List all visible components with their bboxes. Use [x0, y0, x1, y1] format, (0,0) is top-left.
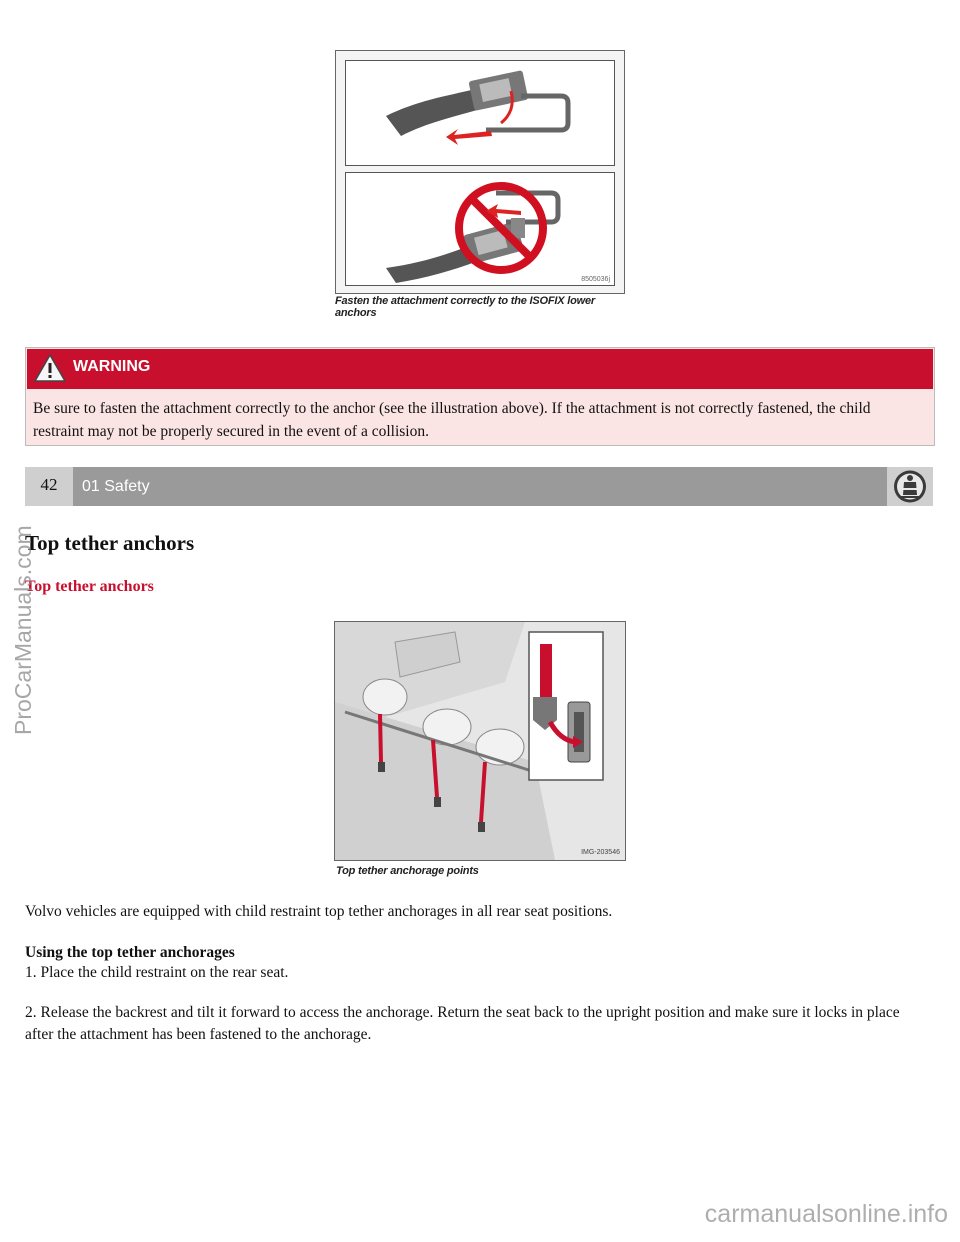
correct-attachment-panel [345, 60, 615, 166]
subheading: Top tether anchors [25, 578, 154, 595]
watermark-bottom: carmanualsonline.info [704, 1200, 948, 1228]
page-title: Top tether anchors [25, 531, 195, 555]
page-number: 42 [25, 467, 73, 506]
watermark-left: ProCarManuals.com [10, 525, 36, 735]
figure-caption: Top tether anchorage points [336, 865, 479, 877]
incorrect-attachment-panel [345, 172, 615, 286]
image-code: 8505036j [581, 276, 610, 283]
intro-paragraph: Volvo vehicles are equipped with child restraint top tether anchorages in all rear seat positions. [25, 903, 613, 920]
section-bar [25, 467, 933, 506]
section-icon-box [887, 467, 933, 506]
step-2: 2. Release the backrest and tilt it forward to access the anchorage. Return the seat back to the upright position and make sure it locks in place after the attachment has been fastened to the anchorage. [25, 1004, 900, 1043]
warning-title: WARNING [73, 358, 151, 375]
top-tether-figure [334, 621, 626, 881]
isofix-figure [335, 50, 625, 325]
figure-caption: Fasten the attachment correctly to the ISOFIX lower anchors [335, 295, 595, 319]
image-code: IMG-203546 [581, 849, 620, 856]
top-tether-illustration [334, 621, 626, 861]
warning-header [27, 349, 933, 389]
warning-triangle-icon [33, 352, 67, 384]
warning-box [25, 347, 935, 446]
child-seat-icon [887, 467, 933, 506]
steps-heading: Using the top tether anchorages [25, 944, 235, 961]
warning-text: Be sure to fasten the attachment correctly to the anchor (see the illustration above). If the attachment is not correctly fastened, the child restraint may not be properly secured in the event of a collision. [33, 400, 871, 440]
isofix-illustration [335, 50, 625, 294]
step-1: 1. Place the child restraint on the rear seat. [25, 964, 289, 981]
section-label: 01 Safety [82, 478, 150, 495]
